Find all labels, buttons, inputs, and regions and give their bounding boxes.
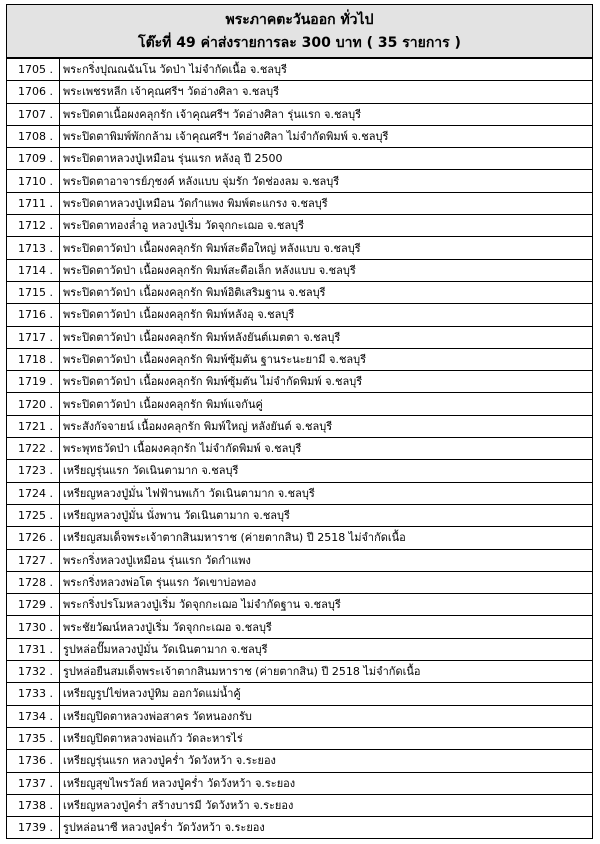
item-number: 1735 . — [7, 727, 60, 749]
item-number: 1719 . — [7, 371, 60, 393]
table-row — [7, 438, 593, 460]
item-description: พระปิดตาวัดป่า เนื้อผงคลุกรัก พิมพ์ซุ้มตัน ฐานระนะยามี จ.ชลบุรี — [60, 348, 593, 370]
item-number: 1730 . — [7, 616, 60, 638]
item-description: พระปิดตาหลวงปู่เหมือน วัดกำแพง พิมพ์ตะแกรง จ.ชลบุรี — [60, 192, 593, 214]
item-number: 1718 . — [7, 348, 60, 370]
item-number: 1732 . — [7, 661, 60, 683]
table-row — [7, 794, 593, 816]
item-number: 1736 . — [7, 750, 60, 772]
item-number: 1711 . — [7, 192, 60, 214]
item-description: เหรียญสุขไพรวัลย์ หลวงปู่คร่ำ วัดวังหว้า จ.ระยอง — [60, 772, 593, 794]
table-row — [7, 571, 593, 593]
item-number: 1710 . — [7, 170, 60, 192]
page-subtitle: โต๊ะที่ 49 ค่าส่งรายการละ 300 บาท ( 35 รายการ ) — [138, 35, 461, 51]
item-description: พระปิดตาอาจารย์ภุชงค์ หลังแบบ จุ่มรัก วัดช่องลม จ.ชลบุรี — [60, 170, 593, 192]
item-description: พระสังกัจจายน์ เนื้อผงคลุกรัก พิมพ์ใหญ่ หลังยันต์ จ.ชลบุรี — [60, 415, 593, 437]
item-number: 1734 . — [7, 705, 60, 727]
item-number: 1725 . — [7, 504, 60, 526]
item-number: 1739 . — [7, 817, 60, 839]
item-description: พระชัยวัฒน์หลวงปู่เริ่ม วัดจุกกะเฌอ จ.ชลบุรี — [60, 616, 593, 638]
table-row — [7, 772, 593, 794]
item-number: 1728 . — [7, 571, 60, 593]
table-row — [7, 727, 593, 749]
table-row — [7, 705, 593, 727]
item-number: 1738 . — [7, 794, 60, 816]
table-row — [7, 683, 593, 705]
table-row — [7, 638, 593, 660]
item-description: พระพุทธวัดป่า เนื้อผงคลุกรัก ไม่จำกัดพิมพ์ จ.ชลบุรี — [60, 438, 593, 460]
item-number: 1737 . — [7, 772, 60, 794]
table-row — [7, 103, 593, 125]
item-description: พระปิดตาวัดป่า เนื้อผงคลุกรัก พิมพ์สะดือใหญ่ หลังแบบ จ.ชลบุรี — [60, 237, 593, 259]
item-description: พระกริ่งหลวงพ่อโต รุ่นแรก วัดเขาบ่อทอง — [60, 571, 593, 593]
page-title: พระภาคตะวันออก ทั่วไป — [225, 12, 374, 28]
item-number: 1713 . — [7, 237, 60, 259]
item-number: 1707 . — [7, 103, 60, 125]
table-row — [7, 170, 593, 192]
item-description: รูปหล่อยืนสมเด็จพระเจ้าตากสินมหาราช (ค่ายตากสิน) ปี 2518 ไม่จำกัดเนื้อ — [60, 661, 593, 683]
item-number: 1712 . — [7, 215, 60, 237]
item-description: พระกริ่งปรโมหลวงปู่เริ่ม วัดจุกกะเฌอ ไม่จำกัดฐาน จ.ชลบุรี — [60, 594, 593, 616]
table-row — [7, 415, 593, 437]
item-description: เหรียญปิดตาหลวงพ่อสาคร วัดหนองกรับ — [60, 705, 593, 727]
item-description: เหรียญรูปไข่หลวงปู่ทิม ออกวัดแม่น้ำคู้ — [60, 683, 593, 705]
item-description: เหรียญรุ่นแรก วัดเนินตามาก จ.ชลบุรี — [60, 460, 593, 482]
item-description: เหรียญปิดตาหลวงพ่อแก้ว วัดละหารไร่ — [60, 727, 593, 749]
item-description: เหรียญสมเด็จพระเจ้าตากสินมหาราช (ค่ายตากสิน) ปี 2518 ไม่จำกัดเนื้อ — [60, 527, 593, 549]
items-table — [6, 58, 593, 839]
item-description: พระปิดตาวัดป่า เนื้อผงคลุกรัก พิมพ์หลังยันต์เมตตา จ.ชลบุรี — [60, 326, 593, 348]
item-description: เหรียญหลวงปู่มั่น ไฟฟ้านพเก้า วัดเนินตามาก จ.ชลบุรี — [60, 482, 593, 504]
table-row — [7, 616, 593, 638]
item-description: พระปิดตาวัดป่า เนื้อผงคลุกรัก พิมพ์อิติเสริมฐาน จ.ชลบุรี — [60, 281, 593, 303]
item-number: 1733 . — [7, 683, 60, 705]
item-number: 1722 . — [7, 438, 60, 460]
item-number: 1723 . — [7, 460, 60, 482]
table-row — [7, 237, 593, 259]
item-number: 1731 . — [7, 638, 60, 660]
item-number: 1716 . — [7, 304, 60, 326]
item-description: พระเพชรหลีก เจ้าคุณศรีฯ วัดอ่างศิลา จ.ชลบุรี — [60, 81, 593, 103]
table-row — [7, 504, 593, 526]
item-description: พระปิดตาเนื้อผงคลุกรัก เจ้าคุณศรีฯ วัดอ่างศิลา รุ่นแรก จ.ชลบุรี — [60, 103, 593, 125]
table-row — [7, 750, 593, 772]
item-description: รูปหล่อปั๊มหลวงปู่มั่น วัดเนินตามาก จ.ชลบุรี — [60, 638, 593, 660]
table-row — [7, 215, 593, 237]
item-description: พระปิดตาพิมพ์พักกล้าม เจ้าคุณศรีฯ วัดอ่างศิลา ไม่จำกัดพิมพ์ จ.ชลบุรี — [60, 125, 593, 147]
item-number: 1729 . — [7, 594, 60, 616]
item-number: 1717 . — [7, 326, 60, 348]
item-description: รูปหล่อนาซี หลวงปู่คร่ำ วัดวังหว้า จ.ระยอง — [60, 817, 593, 839]
item-number: 1724 . — [7, 482, 60, 504]
table-row — [7, 594, 593, 616]
table-row — [7, 59, 593, 81]
item-number: 1721 . — [7, 415, 60, 437]
table-row — [7, 259, 593, 281]
header-box — [6, 4, 593, 58]
table-row — [7, 326, 593, 348]
table-row — [7, 125, 593, 147]
list-sheet — [6, 4, 593, 839]
table-row — [7, 348, 593, 370]
item-number: 1714 . — [7, 259, 60, 281]
item-description: เหรียญหลวงปู่คร่ำ สร้างบารมี วัดวังหว้า จ.ระยอง — [60, 794, 593, 816]
table-row — [7, 549, 593, 571]
item-number: 1727 . — [7, 549, 60, 571]
item-description: พระปิดตาหลวงปู่เหมือน รุ่นแรก หลังอุ ปี 2500 — [60, 148, 593, 170]
table-row — [7, 460, 593, 482]
table-row — [7, 148, 593, 170]
item-description: พระปิดตาวัดป่า เนื้อผงคลุกรัก พิมพ์แจกันคู่ — [60, 393, 593, 415]
item-number: 1709 . — [7, 148, 60, 170]
item-number: 1708 . — [7, 125, 60, 147]
item-number: 1706 . — [7, 81, 60, 103]
item-description: พระปิดตาทองล่ำอู หลวงปู่เริ่ม วัดจุกกะเฌอ จ.ชลบุรี — [60, 215, 593, 237]
items-table-body — [7, 59, 593, 839]
table-row — [7, 81, 593, 103]
table-row — [7, 817, 593, 839]
table-row — [7, 304, 593, 326]
item-description: พระกริ่งปุณณฉันโน วัดป่า ไม่จำกัดเนื้อ จ.ชลบุรี — [60, 59, 593, 81]
item-description: พระปิดตาวัดป่า เนื้อผงคลุกรัก พิมพ์ซุ้มตัน ไม่จำกัดพิมพ์ จ.ชลบุรี — [60, 371, 593, 393]
item-description: พระปิดตาวัดป่า เนื้อผงคลุกรัก พิมพ์หลังอุ จ.ชลบุรี — [60, 304, 593, 326]
table-row — [7, 393, 593, 415]
table-row — [7, 661, 593, 683]
item-description: เหรียญหลวงปู่มั่น นั่งพาน วัดเนินตามาก จ.ชลบุรี — [60, 504, 593, 526]
item-number: 1705 . — [7, 59, 60, 81]
table-row — [7, 527, 593, 549]
item-number: 1726 . — [7, 527, 60, 549]
table-row — [7, 281, 593, 303]
table-row — [7, 192, 593, 214]
item-description: พระปิดตาวัดป่า เนื้อผงคลุกรัก พิมพ์สะดือเล็ก หลังแบบ จ.ชลบุรี — [60, 259, 593, 281]
item-description: เหรียญรุ่นแรก หลวงปู่คร่ำ วัดวังหว้า จ.ระยอง — [60, 750, 593, 772]
table-row — [7, 482, 593, 504]
item-description: พระกริ่งหลวงปู่เหมือน รุ่นแรก วัดกำแพง — [60, 549, 593, 571]
table-row — [7, 371, 593, 393]
item-number: 1715 . — [7, 281, 60, 303]
item-number: 1720 . — [7, 393, 60, 415]
